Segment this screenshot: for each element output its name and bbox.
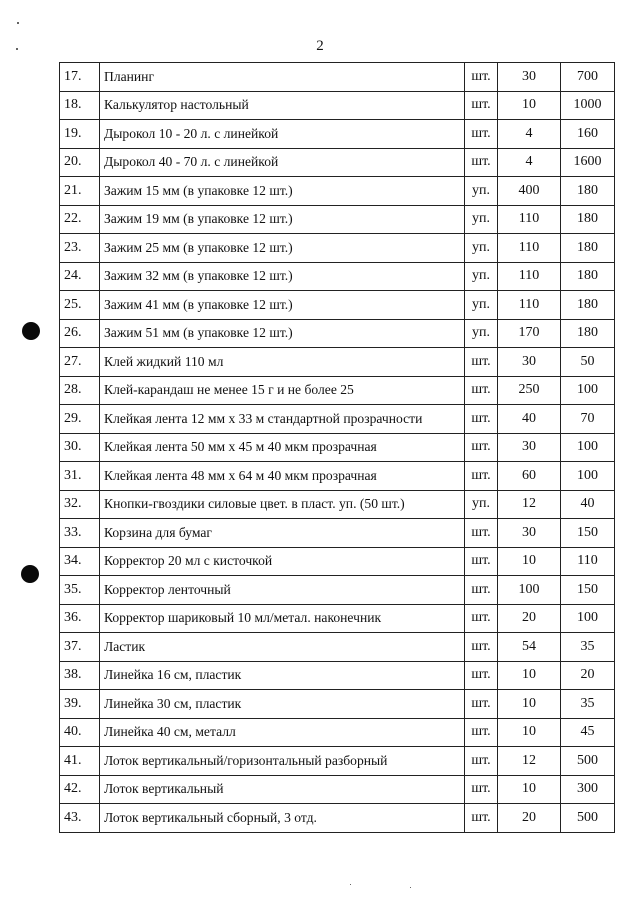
table-row bbox=[60, 291, 615, 320]
cell-qty: 10 bbox=[498, 91, 561, 120]
cell-qty: 12 bbox=[498, 747, 561, 776]
cell-name: Зажим 51 мм (в упаковке 12 шт.) bbox=[100, 319, 465, 348]
cell-qty: 10 bbox=[498, 775, 561, 804]
cell-num: 35. bbox=[60, 576, 100, 605]
cell-name: Зажим 19 мм (в упаковке 12 шт.) bbox=[100, 205, 465, 234]
cell-num: 27. bbox=[60, 348, 100, 377]
cell-unit: шт. bbox=[465, 462, 498, 491]
cell-num: 25. bbox=[60, 291, 100, 320]
table-row bbox=[60, 91, 615, 120]
cell-num: 33. bbox=[60, 519, 100, 548]
cell-name: Линейка 30 см, пластик bbox=[100, 690, 465, 719]
cell-qty: 60 bbox=[498, 462, 561, 491]
table-row bbox=[60, 234, 615, 263]
cell-unit: уп. bbox=[465, 490, 498, 519]
cell-name: Дырокол 40 - 70 л. с линейкой bbox=[100, 148, 465, 177]
cell-name: Зажим 41 мм (в упаковке 12 шт.) bbox=[100, 291, 465, 320]
table-row bbox=[60, 490, 615, 519]
cell-unit: уп. bbox=[465, 262, 498, 291]
cell-num: 36. bbox=[60, 604, 100, 633]
cell-num: 28. bbox=[60, 376, 100, 405]
cell-name: Линейка 40 см, металл bbox=[100, 718, 465, 747]
table-row bbox=[60, 177, 615, 206]
table-row bbox=[60, 718, 615, 747]
cell-price: 180 bbox=[561, 234, 615, 263]
cell-qty: 4 bbox=[498, 120, 561, 149]
cell-price: 100 bbox=[561, 376, 615, 405]
table-row bbox=[60, 775, 615, 804]
scan-speck bbox=[17, 22, 19, 24]
cell-unit: шт. bbox=[465, 348, 498, 377]
cell-qty: 30 bbox=[498, 519, 561, 548]
cell-name: Лоток вертикальный/горизонтальный разборный bbox=[100, 747, 465, 776]
cell-price: 180 bbox=[561, 177, 615, 206]
items-table bbox=[59, 62, 615, 833]
cell-qty: 10 bbox=[498, 718, 561, 747]
cell-qty: 10 bbox=[498, 661, 561, 690]
cell-name: Корректор 20 мл с кисточкой bbox=[100, 547, 465, 576]
table-row bbox=[60, 405, 615, 434]
cell-qty: 110 bbox=[498, 205, 561, 234]
table-row bbox=[60, 661, 615, 690]
cell-qty: 250 bbox=[498, 376, 561, 405]
cell-name: Лоток вертикальный bbox=[100, 775, 465, 804]
cell-qty: 20 bbox=[498, 604, 561, 633]
cell-num: 38. bbox=[60, 661, 100, 690]
cell-unit: шт. bbox=[465, 775, 498, 804]
cell-unit: шт. bbox=[465, 804, 498, 833]
scan-speck bbox=[16, 48, 18, 50]
cell-price: 150 bbox=[561, 519, 615, 548]
cell-qty: 400 bbox=[498, 177, 561, 206]
cell-num: 19. bbox=[60, 120, 100, 149]
cell-num: 31. bbox=[60, 462, 100, 491]
cell-unit: уп. bbox=[465, 205, 498, 234]
cell-unit: уп. bbox=[465, 291, 498, 320]
cell-qty: 4 bbox=[498, 148, 561, 177]
cell-price: 180 bbox=[561, 291, 615, 320]
table-row bbox=[60, 547, 615, 576]
cell-qty: 110 bbox=[498, 234, 561, 263]
cell-price: 40 bbox=[561, 490, 615, 519]
cell-price: 110 bbox=[561, 547, 615, 576]
cell-qty: 110 bbox=[498, 262, 561, 291]
cell-qty: 54 bbox=[498, 633, 561, 662]
cell-unit: шт. bbox=[465, 633, 498, 662]
cell-num: 34. bbox=[60, 547, 100, 576]
cell-unit: шт. bbox=[465, 604, 498, 633]
table-row bbox=[60, 148, 615, 177]
table-row bbox=[60, 747, 615, 776]
table-row bbox=[60, 205, 615, 234]
cell-num: 40. bbox=[60, 718, 100, 747]
cell-price: 20 bbox=[561, 661, 615, 690]
scan-speck bbox=[410, 887, 411, 888]
cell-num: 26. bbox=[60, 319, 100, 348]
scan-speck bbox=[350, 884, 351, 885]
cell-name: Клейкая лента 12 мм х 33 м стандартной прозрачности bbox=[100, 405, 465, 434]
cell-price: 35 bbox=[561, 633, 615, 662]
cell-num: 37. bbox=[60, 633, 100, 662]
punch-hole bbox=[22, 322, 40, 340]
table-row bbox=[60, 63, 615, 92]
cell-num: 22. bbox=[60, 205, 100, 234]
cell-qty: 40 bbox=[498, 405, 561, 434]
table-row bbox=[60, 120, 615, 149]
cell-price: 150 bbox=[561, 576, 615, 605]
cell-name: Калькулятор настольный bbox=[100, 91, 465, 120]
cell-qty: 30 bbox=[498, 348, 561, 377]
cell-name: Корзина для бумаг bbox=[100, 519, 465, 548]
table-row bbox=[60, 376, 615, 405]
table-row bbox=[60, 519, 615, 548]
items-table-body bbox=[60, 63, 615, 833]
cell-price: 70 bbox=[561, 405, 615, 434]
cell-qty: 110 bbox=[498, 291, 561, 320]
table-row bbox=[60, 348, 615, 377]
cell-unit: уп. bbox=[465, 234, 498, 263]
cell-price: 300 bbox=[561, 775, 615, 804]
cell-name: Ластик bbox=[100, 633, 465, 662]
cell-name: Планинг bbox=[100, 63, 465, 92]
cell-qty: 30 bbox=[498, 433, 561, 462]
cell-num: 24. bbox=[60, 262, 100, 291]
cell-price: 35 bbox=[561, 690, 615, 719]
cell-num: 30. bbox=[60, 433, 100, 462]
cell-unit: шт. bbox=[465, 91, 498, 120]
cell-qty: 10 bbox=[498, 547, 561, 576]
cell-num: 42. bbox=[60, 775, 100, 804]
cell-name: Клей-карандаш не менее 15 г и не более 25 bbox=[100, 376, 465, 405]
cell-unit: шт. bbox=[465, 718, 498, 747]
cell-unit: шт. bbox=[465, 747, 498, 776]
cell-num: 29. bbox=[60, 405, 100, 434]
table-row bbox=[60, 462, 615, 491]
cell-num: 43. bbox=[60, 804, 100, 833]
cell-price: 1600 bbox=[561, 148, 615, 177]
cell-num: 39. bbox=[60, 690, 100, 719]
cell-price: 180 bbox=[561, 205, 615, 234]
cell-price: 100 bbox=[561, 604, 615, 633]
cell-unit: шт. bbox=[465, 433, 498, 462]
cell-qty: 12 bbox=[498, 490, 561, 519]
cell-price: 100 bbox=[561, 462, 615, 491]
cell-num: 23. bbox=[60, 234, 100, 263]
cell-price: 100 bbox=[561, 433, 615, 462]
cell-name: Клей жидкий 110 мл bbox=[100, 348, 465, 377]
cell-num: 21. bbox=[60, 177, 100, 206]
cell-price: 160 bbox=[561, 120, 615, 149]
cell-name: Зажим 15 мм (в упаковке 12 шт.) bbox=[100, 177, 465, 206]
cell-unit: шт. bbox=[465, 547, 498, 576]
table-row bbox=[60, 690, 615, 719]
cell-qty: 170 bbox=[498, 319, 561, 348]
cell-name: Клейкая лента 50 мм х 45 м 40 мкм прозрачная bbox=[100, 433, 465, 462]
cell-name: Зажим 25 мм (в упаковке 12 шт.) bbox=[100, 234, 465, 263]
table-row bbox=[60, 319, 615, 348]
cell-price: 180 bbox=[561, 319, 615, 348]
cell-unit: шт. bbox=[465, 519, 498, 548]
cell-price: 50 bbox=[561, 348, 615, 377]
cell-unit: шт. bbox=[465, 576, 498, 605]
cell-unit: шт. bbox=[465, 376, 498, 405]
cell-unit: шт. bbox=[465, 661, 498, 690]
cell-num: 41. bbox=[60, 747, 100, 776]
cell-name: Дырокол 10 - 20 л. с линейкой bbox=[100, 120, 465, 149]
cell-name: Корректор шариковый 10 мл/метал. наконечник bbox=[100, 604, 465, 633]
cell-price: 500 bbox=[561, 804, 615, 833]
cell-unit: шт. bbox=[465, 405, 498, 434]
table-row bbox=[60, 633, 615, 662]
table-row bbox=[60, 576, 615, 605]
cell-num: 18. bbox=[60, 91, 100, 120]
cell-name: Лоток вертикальный сборный, 3 отд. bbox=[100, 804, 465, 833]
cell-price: 700 bbox=[561, 63, 615, 92]
punch-hole bbox=[21, 565, 39, 583]
cell-price: 180 bbox=[561, 262, 615, 291]
cell-name: Линейка 16 см, пластик bbox=[100, 661, 465, 690]
cell-name: Корректор ленточный bbox=[100, 576, 465, 605]
cell-price: 1000 bbox=[561, 91, 615, 120]
cell-qty: 100 bbox=[498, 576, 561, 605]
cell-qty: 10 bbox=[498, 690, 561, 719]
cell-unit: уп. bbox=[465, 177, 498, 206]
cell-unit: уп. bbox=[465, 319, 498, 348]
cell-unit: шт. bbox=[465, 148, 498, 177]
cell-price: 45 bbox=[561, 718, 615, 747]
cell-unit: шт. bbox=[465, 690, 498, 719]
table-row bbox=[60, 604, 615, 633]
cell-num: 32. bbox=[60, 490, 100, 519]
cell-unit: шт. bbox=[465, 63, 498, 92]
cell-qty: 20 bbox=[498, 804, 561, 833]
cell-price: 500 bbox=[561, 747, 615, 776]
cell-unit: шт. bbox=[465, 120, 498, 149]
cell-num: 17. bbox=[60, 63, 100, 92]
page-number: 2 bbox=[316, 38, 324, 54]
cell-qty: 30 bbox=[498, 63, 561, 92]
cell-name: Кнопки-гвоздики силовые цвет. в пласт. уп. (50 шт.) bbox=[100, 490, 465, 519]
cell-num: 20. bbox=[60, 148, 100, 177]
table-row bbox=[60, 262, 615, 291]
cell-name: Клейкая лента 48 мм х 64 м 40 мкм прозрачная bbox=[100, 462, 465, 491]
cell-name: Зажим 32 мм (в упаковке 12 шт.) bbox=[100, 262, 465, 291]
table-row bbox=[60, 433, 615, 462]
table-row bbox=[60, 804, 615, 833]
